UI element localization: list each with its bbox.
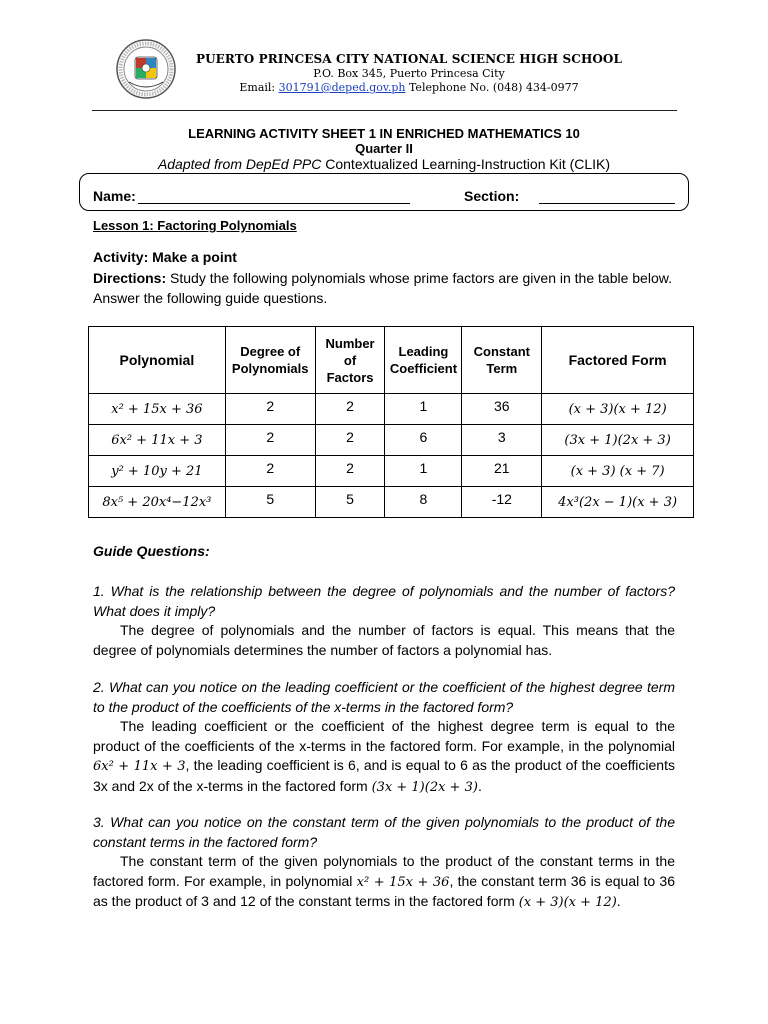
cell-degree: 5: [225, 487, 315, 518]
header-degree: Degree of Polynomials: [225, 327, 315, 394]
header-number-of-factors: Number of Factors: [315, 327, 385, 394]
activity-title: Activity: Make a point: [93, 249, 237, 265]
cell-constant: 3: [462, 425, 542, 456]
question-text: 1. What is the relationship between the degree of polynomials and the number of factors? What does it imply?: [93, 583, 675, 619]
cell-factored: (3x + 1)(2x + 3): [542, 425, 694, 456]
source-rest: Contextualized Learning-Instruction Kit (CLIK): [321, 156, 611, 172]
lesson-title: Lesson 1: Factoring Polynomials: [93, 218, 297, 233]
header-constant-term: Constant Term: [462, 327, 542, 394]
email-link[interactable]: 301791@deped.gov.ph: [278, 81, 406, 94]
polynomial-table: [88, 326, 694, 518]
cell-factored: 4x³(2x − 1)(x + 3): [542, 487, 694, 518]
table-row: [89, 487, 694, 518]
cell-factors: 5: [315, 487, 385, 518]
name-field[interactable]: [138, 203, 410, 204]
table-header-row: [89, 327, 694, 394]
cell-constant: -12: [462, 487, 542, 518]
inline-math: (3x + 1)(2x + 3): [371, 779, 478, 795]
guide-questions-heading: Guide Questions:: [93, 543, 210, 559]
question-text: 3. What can you notice on the constant term of the given polynomials to the product of the constant terms in the factored form?: [93, 814, 675, 850]
cell-factored: (x + 3)(x + 12): [542, 394, 694, 425]
header-polynomial: Polynomial: [89, 327, 226, 394]
cell-polynomial: 6x² + 11x + 3: [89, 425, 226, 456]
cell-leading: 1: [385, 394, 462, 425]
table-row: [89, 425, 694, 456]
email-label: Email:: [239, 81, 279, 94]
guide-question-2: [93, 678, 675, 797]
table-row: [89, 394, 694, 425]
cell-degree: 2: [225, 456, 315, 487]
name-label: Name:: [93, 188, 136, 204]
cell-leading: 8: [385, 487, 462, 518]
cell-factors: 2: [315, 394, 385, 425]
section-label: Section:: [464, 188, 520, 204]
name-section-box: [79, 173, 689, 211]
cell-polynomial: y² + 10y + 21: [89, 456, 226, 487]
sheet-title: LEARNING ACTIVITY SHEET 1 IN ENRICHED MATHEMATICS 10: [188, 126, 580, 141]
directions-text: [93, 268, 683, 308]
guide-question-3: [93, 813, 675, 913]
question-text: 2. What can you notice on the leading coefficient or the coefficient of the highest degree term to the product of the coefficients of the x-terms in the factored form?: [93, 679, 675, 715]
answer-text: The degree of polynomials and the number of factors is equal. This means that the degree of polynomials determines the number of factors a polynomial has.: [93, 622, 675, 658]
inline-math: 6x² + 11x + 3: [93, 759, 186, 774]
guide-question-1: [93, 582, 675, 660]
cell-factored: (x + 3) (x + 7): [542, 456, 694, 487]
inline-math: x² + 15x + 36: [356, 874, 450, 890]
answer-text: The constant term of the given polynomials to the product of the constant terms in the factored form. For example, in polynomial x² + 15x + 36, the constant term 36 is equal to 36 as the product of 3 and 12 of the constant terms in the factored form (x + 3)(x + 12).: [93, 853, 675, 910]
cell-degree: 2: [225, 394, 315, 425]
table-row: [89, 456, 694, 487]
cell-polynomial: 8x⁵ + 20x⁴−12x³: [89, 487, 226, 518]
school-name: PUERTO PRINCESA CITY NATIONAL SCIENCE HIGH SCHOOL: [195, 52, 623, 66]
section-field[interactable]: [539, 203, 675, 204]
telephone-text: Telephone No. (048) 434-0977: [405, 81, 579, 94]
source-italic: Adapted from DepEd PPC: [157, 156, 322, 172]
school-address: P.O. Box 345, Puerto Princesa City: [313, 67, 505, 80]
directions-body: Study the following polynomials whose prime factors are given in the table below. Answer the following guide questions.: [93, 270, 672, 306]
directions-label: Directions:: [93, 270, 167, 286]
sheet-quarter: Quarter II: [355, 141, 413, 156]
cell-polynomial: x² + 15x + 36: [89, 394, 226, 425]
header-factored-form: Factored Form: [542, 327, 694, 394]
header-leading-coefficient: Leading Coefficient: [385, 327, 462, 394]
cell-degree: 2: [225, 425, 315, 456]
cell-constant: 36: [462, 394, 542, 425]
inline-math: (x + 3)(x + 12): [518, 895, 617, 910]
header-divider: [92, 110, 677, 111]
cell-leading: 6: [385, 425, 462, 456]
sheet-source: [0, 156, 768, 172]
cell-constant: 21: [462, 456, 542, 487]
cell-leading: 1: [385, 456, 462, 487]
answer-text: The leading coefficient or the coefficient of the highest degree term is equal to the product of the coefficients of the x-terms in the factored form. For example, in the polynomial 6x² + 11x + 3, the leading coefficient is 6, and is equal to 6 as the product of the coefficients 3x and 2x of the x-terms in the factored form (3x + 1)(2x + 3).: [93, 718, 675, 795]
cell-factors: 2: [315, 456, 385, 487]
school-contact: [0, 81, 768, 94]
cell-factors: 2: [315, 425, 385, 456]
